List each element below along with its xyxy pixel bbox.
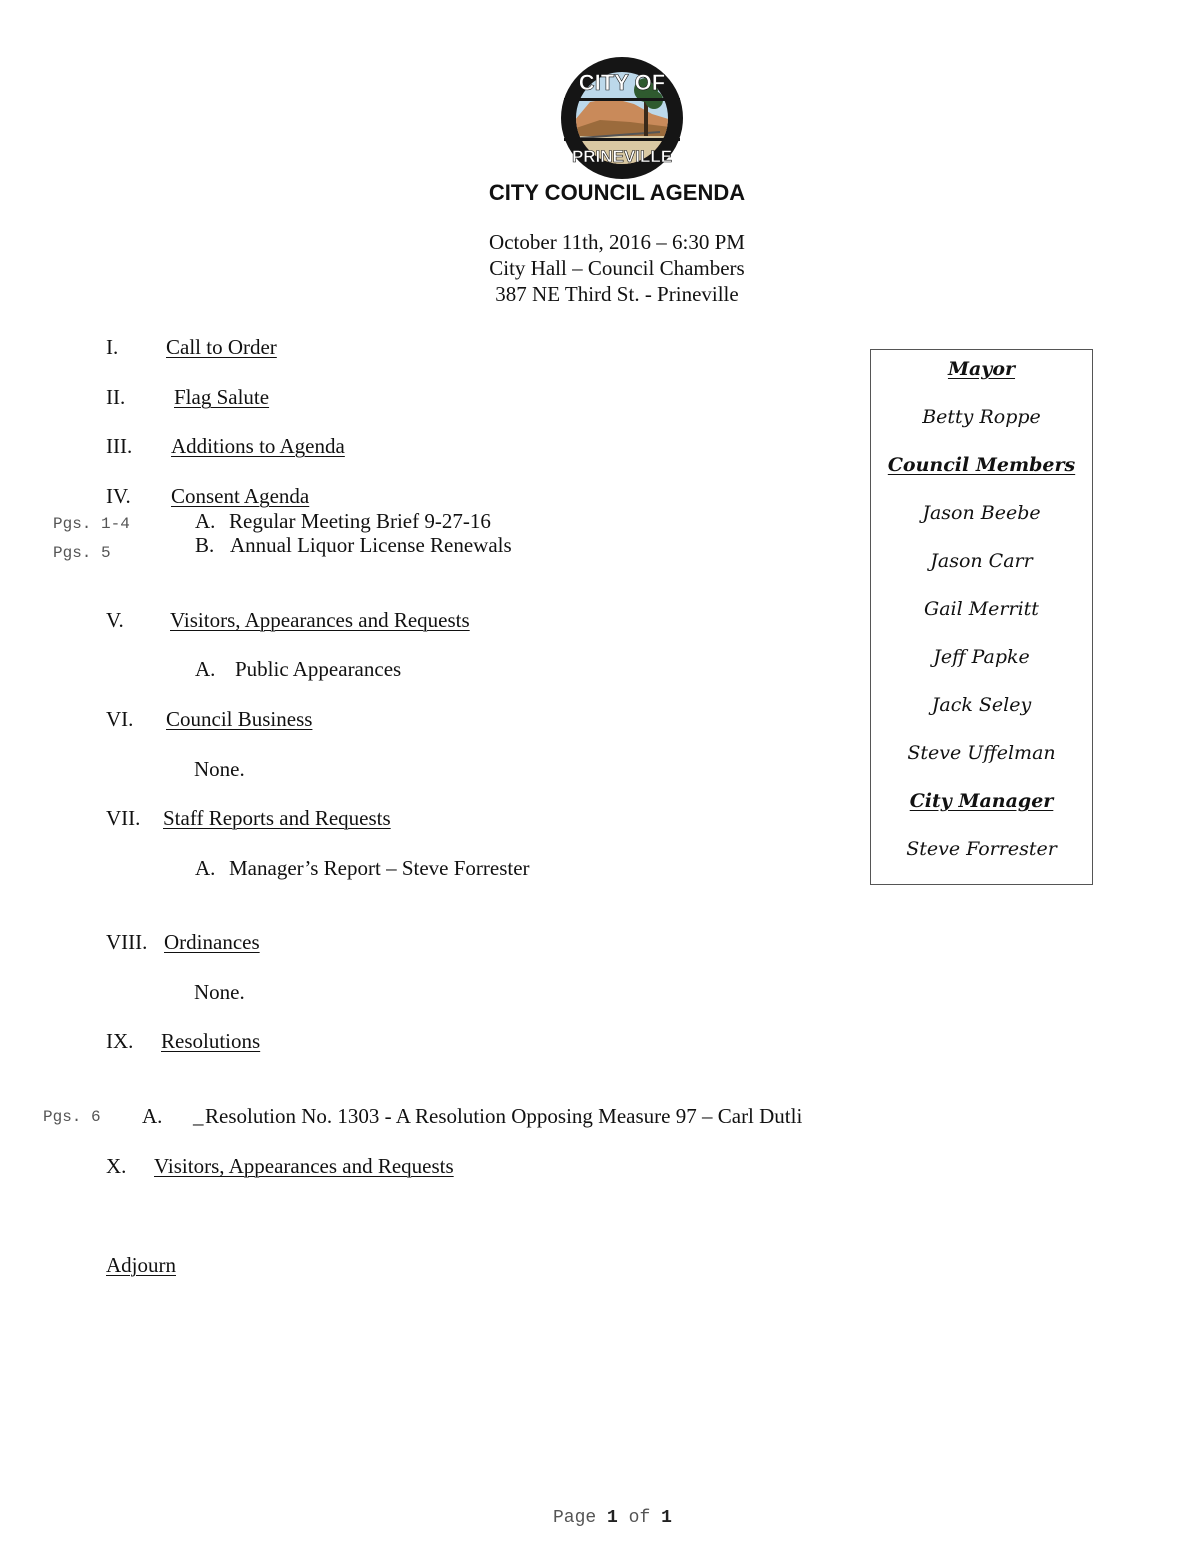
consent-b-letter: B. [195,533,215,557]
item-number-5: V. [106,608,124,632]
visitors-a-text: Public Appearances [235,657,402,681]
item-visitors-appearances-2: Visitors, Appearances and Requests [154,1154,454,1178]
council-member-name: Jeff Papke [933,646,1030,668]
item-call-to-order: Call to Order [166,335,277,359]
page-title: CITY COUNCIL AGENDA [488,180,746,205]
item-number-6: VI. [106,707,134,731]
mayor-heading: Mayor [947,358,1016,380]
city-manager-heading: City Manager [909,790,1054,812]
meeting-address: 387 NE Third St. - Prineville [495,282,739,306]
item-resolutions: Resolutions [161,1029,261,1053]
item-additions-to-agenda: Additions to Agenda [171,434,345,458]
adjourn: Adjourn [106,1253,176,1277]
item-ordinances: Ordinances [164,930,260,954]
page-footer [553,1508,672,1528]
item-flag-salute: Flag Salute [174,385,270,409]
council-members-heading: Council Members [887,454,1076,476]
visitors-a-letter: A. [195,657,216,681]
council-member-name: Jason Beebe [922,502,1041,524]
item-number-4: IV. [106,484,131,508]
meeting-date: October 11th, 2016 – 6:30 PM [489,230,745,254]
logo-top-text: CITY OF [578,70,666,95]
item-consent-agenda: Consent Agenda [171,484,310,508]
item-visitors-appearances: Visitors, Appearances and Requests [170,608,470,632]
council-members-box [870,349,1093,885]
page-ref-consent-a: Pgs. 1-4 [53,515,130,533]
page-ref-resolution: Pgs. 6 [43,1108,101,1126]
council-member-name: Jack Seley [931,694,1032,716]
meeting-location: City Hall – Council Chambers [489,256,745,280]
staff-a-letter: A. [195,856,216,880]
council-member-name: Jason Carr [930,550,1033,572]
resolution-marker: _ [193,1104,204,1128]
item-staff-reports: Staff Reports and Requests [163,806,391,830]
item-number-9: IX. [106,1029,134,1053]
consent-a-letter: A. [195,509,216,533]
item-number-3: III. [106,434,133,458]
resolution-a-text: Resolution No. 1303 - A Resolution Opposing Measure 97 – Carl Dutli [205,1104,803,1128]
city-of-prineville-logo [560,56,684,180]
item-council-business: Council Business [166,707,313,731]
footer-of-word: of [628,1508,651,1528]
item-number-8: VIII. [106,930,148,954]
footer-page-word: Page [553,1508,597,1528]
logo-bottom-text: PRINEVILLE [571,147,673,166]
page-ref-consent-b: Pgs. 5 [53,544,111,562]
item-number-7: VII. [106,806,141,830]
item-number-10: X. [106,1154,127,1178]
council-member-name: Gail Merritt [924,598,1039,620]
item-number-1: I. [106,335,119,359]
footer-current-page: 1 [607,1508,618,1528]
item-number-2: II. [106,385,126,409]
council-business-none: None. [194,757,245,781]
council-member-name: Steve Uffelman [907,742,1056,764]
mayor-name: Betty Roppe [922,406,1041,428]
ordinances-none: None. [194,980,245,1004]
city-manager-name: Steve Forrester [906,838,1057,860]
consent-a-text: Regular Meeting Brief 9-27-16 [229,509,491,533]
staff-a-text: Manager’s Report – Steve Forrester [229,856,530,880]
consent-b-text: Annual Liquor License Renewals [230,533,512,557]
footer-total-pages: 1 [661,1508,672,1528]
resolution-a-letter: A. [142,1104,163,1128]
